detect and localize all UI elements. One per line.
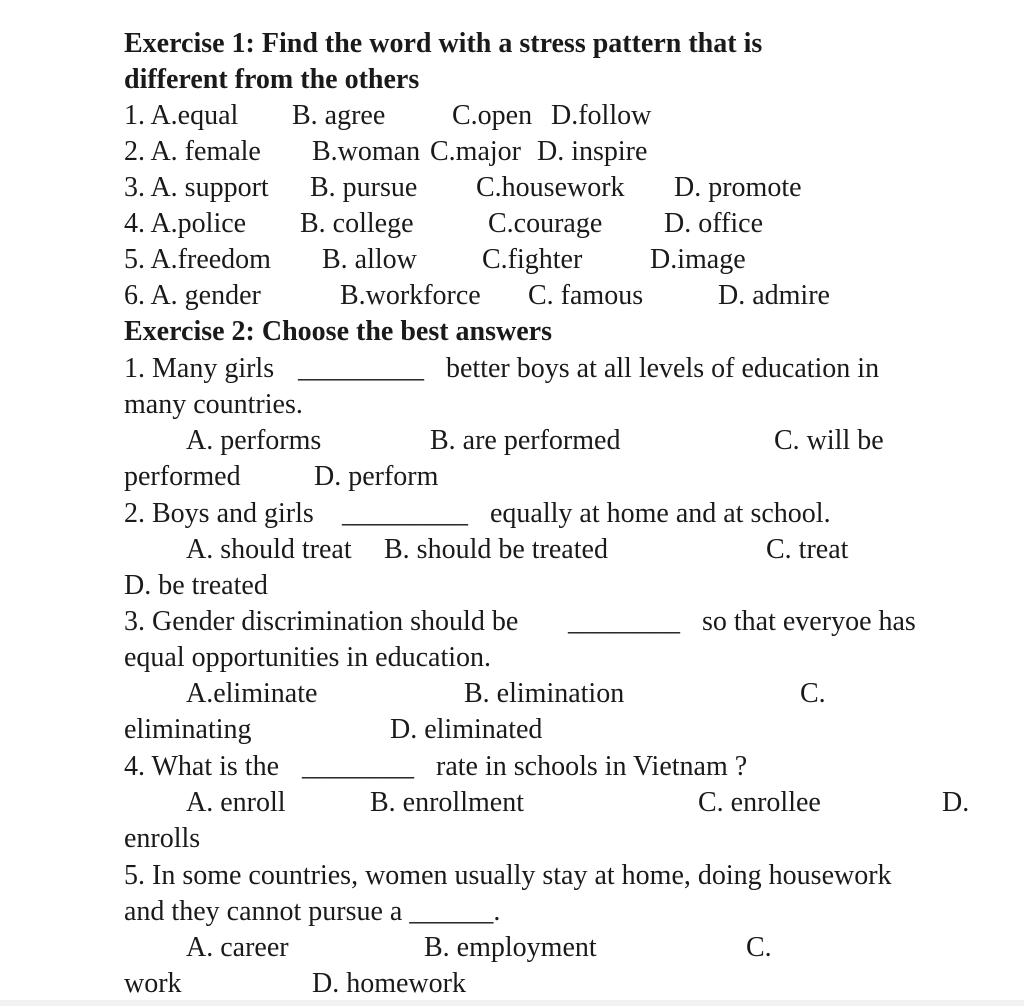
- option-b: B. enrollment: [370, 787, 524, 818]
- option-a: 5. A.freedom: [124, 244, 271, 275]
- option-c-wrap: performed: [124, 461, 241, 492]
- option-d: D.image: [650, 244, 746, 275]
- option-c: C. famous: [528, 280, 644, 311]
- question-stem: 2. Boys and girls: [124, 498, 314, 529]
- option-d: D.: [942, 787, 970, 818]
- option-d: D. perform: [314, 461, 439, 492]
- option-b: B. allow: [322, 244, 417, 275]
- option-a: 4. A.police: [124, 208, 247, 239]
- page-bottom-edge: [0, 1000, 1024, 1006]
- option-c: C.: [800, 678, 826, 709]
- option-c: C.: [746, 932, 772, 963]
- option-a: A. should treat: [186, 534, 352, 565]
- exercise-1-title-line-2: different from the others: [124, 64, 420, 95]
- answer-blank: _________: [298, 353, 424, 384]
- option-b: B. elimination: [464, 678, 625, 709]
- option-b: B.woman: [312, 136, 421, 167]
- exercise-2-title: Exercise 2: Choose the best answers: [124, 316, 552, 347]
- exercise-1-title-line-1: Exercise 1: Find the word with a stress pattern that is: [124, 28, 763, 59]
- option-c-wrap: work: [124, 968, 182, 999]
- option-c-wrap: eliminating: [124, 714, 252, 745]
- option-c: C.courage: [488, 208, 603, 239]
- option-d: D. admire: [718, 280, 830, 311]
- option-a: 2. A. female: [124, 136, 261, 167]
- option-a: 6. A. gender: [124, 280, 261, 311]
- option-b: B. pursue: [310, 172, 418, 203]
- option-d: D. homework: [312, 968, 466, 999]
- option-a: A. career: [186, 932, 289, 963]
- option-b: B. college: [300, 208, 414, 239]
- option-c: C.fighter: [482, 244, 583, 275]
- option-d: D. eliminated: [390, 714, 543, 745]
- question-stem: 1. Many girls: [124, 353, 275, 384]
- answer-blank: ________: [302, 751, 414, 782]
- option-d-wrap: enrolls: [124, 823, 201, 854]
- option-d: D. promote: [674, 172, 802, 203]
- option-c: C.major: [430, 136, 521, 167]
- option-c: C.open: [452, 100, 533, 131]
- option-b: B. employment: [424, 932, 597, 963]
- option-b: B. should be treated: [384, 534, 608, 565]
- question-stem: 5. In some countries, women usually stay at home, doing housework: [124, 860, 892, 891]
- option-d: D.follow: [551, 100, 652, 131]
- question-stem: 4. What is the: [124, 751, 280, 782]
- option-a: A. performs: [186, 425, 322, 456]
- answer-blank: _________: [342, 498, 468, 529]
- option-c: C. enrollee: [698, 787, 821, 818]
- option-a: 1. A.equal: [124, 100, 239, 131]
- option-a: A.eliminate: [186, 678, 318, 709]
- option-c: C.housework: [476, 172, 625, 203]
- question-stem-rest: rate in schools in Vietnam ?: [436, 751, 748, 782]
- option-a: 3. A. support: [124, 172, 269, 203]
- option-d: D. office: [664, 208, 763, 239]
- question-stem: 3. Gender discrimination should be: [124, 606, 519, 637]
- option-b: B.workforce: [340, 280, 481, 311]
- option-c: C. will be: [774, 425, 884, 456]
- option-b: B. agree: [292, 100, 386, 131]
- question-stem-rest: and they cannot pursue a ______.: [124, 896, 501, 927]
- option-c: C. treat: [766, 534, 849, 565]
- question-stem-rest: so that everyoe has: [702, 606, 916, 637]
- option-d: D. inspire: [537, 136, 648, 167]
- question-continuation: equal opportunities in education.: [124, 642, 492, 673]
- question-continuation: many countries.: [124, 389, 303, 420]
- option-b: B. are performed: [430, 425, 621, 456]
- question-stem-rest: equally at home and at school.: [490, 498, 831, 529]
- answer-blank: ________: [568, 606, 680, 637]
- question-stem-rest: better boys at all levels of education in: [446, 353, 880, 384]
- option-a: A. enroll: [186, 787, 286, 818]
- option-d: D. be treated: [124, 570, 268, 601]
